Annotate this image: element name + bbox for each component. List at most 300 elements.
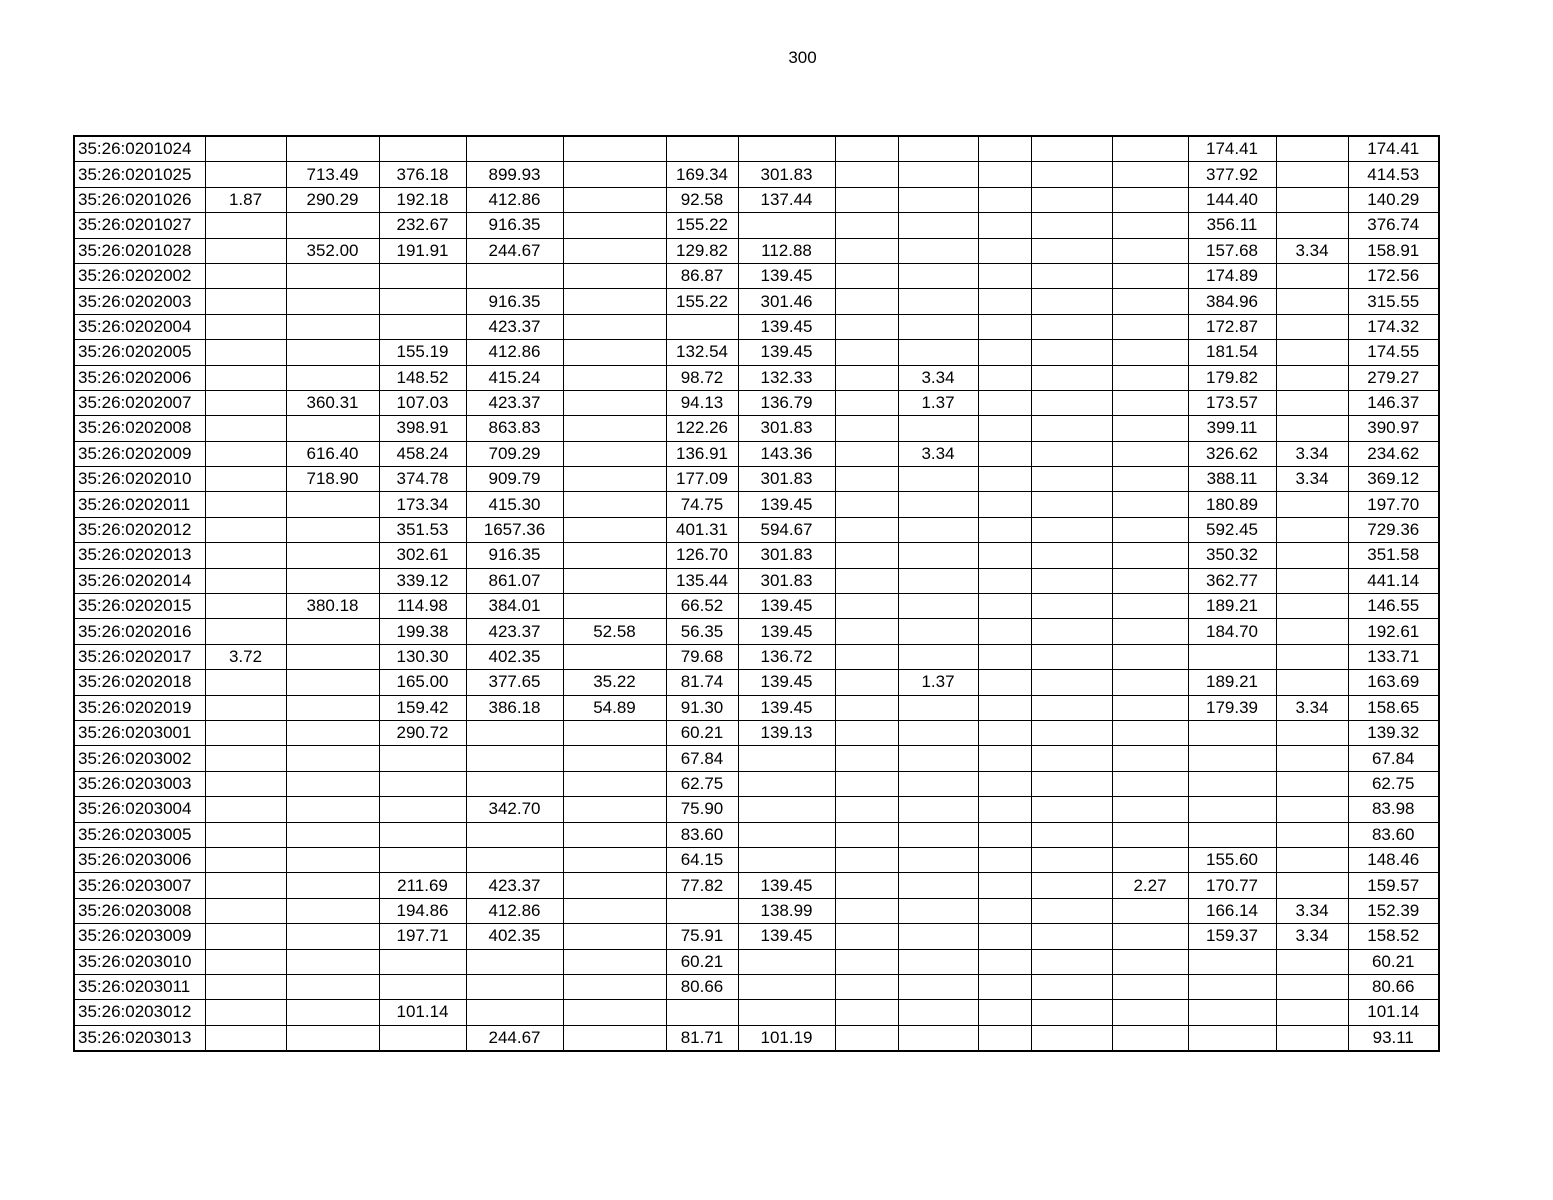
table-cell	[1188, 746, 1276, 771]
table-cell	[1031, 619, 1112, 644]
parcel-id-cell: 35:26:0203011	[74, 974, 205, 999]
table-cell	[1112, 746, 1188, 771]
table-cell	[563, 467, 666, 492]
table-cell	[1112, 720, 1188, 745]
table-cell	[379, 822, 466, 847]
table-cell: 155.19	[379, 340, 466, 365]
table-cell	[1188, 1000, 1276, 1025]
table-cell: 352.00	[286, 238, 379, 263]
table-cell: 302.61	[379, 543, 466, 568]
parcel-id-cell: 35:26:0203005	[74, 822, 205, 847]
table-cell	[1112, 162, 1188, 187]
table-cell: 194.86	[379, 898, 466, 923]
table-cell	[978, 238, 1031, 263]
data-table	[73, 135, 1440, 1052]
table-cell	[286, 924, 379, 949]
table-cell: 126.70	[666, 543, 738, 568]
table-cell: 79.68	[666, 644, 738, 669]
table-row	[74, 314, 1439, 339]
table-cell: 899.93	[466, 162, 563, 187]
table-cell	[978, 340, 1031, 365]
table-cell: 83.60	[1348, 822, 1439, 847]
table-cell	[898, 924, 978, 949]
table-cell	[563, 898, 666, 923]
table-row	[74, 162, 1439, 187]
table-cell: 1657.36	[466, 517, 563, 542]
table-cell	[563, 771, 666, 796]
table-cell: 192.18	[379, 187, 466, 212]
table-cell	[835, 822, 898, 847]
table-cell	[1031, 492, 1112, 517]
table-cell	[835, 390, 898, 415]
table-cell	[978, 263, 1031, 288]
table-cell	[835, 720, 898, 745]
table-cell	[978, 619, 1031, 644]
parcel-id-cell: 35:26:0203009	[74, 924, 205, 949]
table-cell: 94.13	[666, 390, 738, 415]
table-cell: 166.14	[1188, 898, 1276, 923]
table-cell: 423.37	[466, 390, 563, 415]
table-cell	[898, 1025, 978, 1051]
table-cell: 139.45	[738, 873, 835, 898]
table-cell: 3.34	[1276, 898, 1348, 923]
table-row	[74, 492, 1439, 517]
table-cell	[379, 797, 466, 822]
table-cell: 66.52	[666, 594, 738, 619]
table-cell	[1112, 289, 1188, 314]
table-cell	[563, 213, 666, 238]
table-cell: 412.86	[466, 898, 563, 923]
table-cell: 107.03	[379, 390, 466, 415]
table-cell: 301.83	[738, 467, 835, 492]
table-cell: 122.26	[666, 416, 738, 441]
table-row	[74, 543, 1439, 568]
table-cell: 592.45	[1188, 517, 1276, 542]
table-cell: 132.33	[738, 365, 835, 390]
table-cell: 191.91	[379, 238, 466, 263]
parcel-id-cell: 35:26:0202015	[74, 594, 205, 619]
table-cell	[738, 847, 835, 872]
table-cell	[978, 670, 1031, 695]
table-cell	[563, 162, 666, 187]
table-cell	[205, 365, 286, 390]
table-cell: 3.34	[1276, 441, 1348, 466]
parcel-id-cell: 35:26:0202007	[74, 390, 205, 415]
table-cell: 155.22	[666, 289, 738, 314]
table-cell	[1276, 568, 1348, 593]
table-cell	[205, 1025, 286, 1051]
table-cell	[1112, 898, 1188, 923]
table-cell: 144.40	[1188, 187, 1276, 212]
table-cell	[1031, 695, 1112, 720]
table-cell: 290.29	[286, 187, 379, 212]
table-cell: 377.65	[466, 670, 563, 695]
table-cell: 412.86	[466, 187, 563, 212]
table-row	[74, 695, 1439, 720]
table-cell	[1276, 289, 1348, 314]
table-cell: 179.82	[1188, 365, 1276, 390]
table-cell	[978, 695, 1031, 720]
table-cell: 377.92	[1188, 162, 1276, 187]
table-cell: 315.55	[1348, 289, 1439, 314]
table-cell	[466, 746, 563, 771]
table-cell: 362.77	[1188, 568, 1276, 593]
table-cell: 159.57	[1348, 873, 1439, 898]
table-cell: 56.35	[666, 619, 738, 644]
table-cell	[978, 390, 1031, 415]
table-cell: 374.78	[379, 467, 466, 492]
table-cell: 388.11	[1188, 467, 1276, 492]
table-cell	[835, 1000, 898, 1025]
table-cell: 279.27	[1348, 365, 1439, 390]
table-cell: 139.45	[738, 263, 835, 288]
table-cell	[1276, 543, 1348, 568]
table-cell: 234.62	[1348, 441, 1439, 466]
table-cell: 92.58	[666, 187, 738, 212]
table-cell: 67.84	[1348, 746, 1439, 771]
table-cell	[1031, 517, 1112, 542]
table-cell	[205, 746, 286, 771]
table-cell	[835, 238, 898, 263]
parcel-id-cell: 35:26:0202002	[74, 263, 205, 288]
table-cell	[1112, 1025, 1188, 1051]
table-cell	[379, 771, 466, 796]
table-cell: 60.21	[666, 949, 738, 974]
table-cell: 81.71	[666, 1025, 738, 1051]
table-cell	[898, 720, 978, 745]
table-cell: 709.29	[466, 441, 563, 466]
table-cell	[563, 365, 666, 390]
table-cell: 399.11	[1188, 416, 1276, 441]
table-cell: 136.72	[738, 644, 835, 669]
table-cell	[738, 1000, 835, 1025]
table-cell	[1031, 1000, 1112, 1025]
table-cell: 172.87	[1188, 314, 1276, 339]
table-cell: 139.13	[738, 720, 835, 745]
table-cell	[1188, 822, 1276, 847]
table-cell: 301.83	[738, 162, 835, 187]
table-cell	[898, 263, 978, 288]
table-cell	[1112, 974, 1188, 999]
parcel-id-cell: 35:26:0202004	[74, 314, 205, 339]
table-cell	[1031, 390, 1112, 415]
table-row	[74, 1025, 1439, 1051]
table-cell	[1031, 289, 1112, 314]
table-cell	[1276, 365, 1348, 390]
table-cell	[1112, 847, 1188, 872]
table-cell	[563, 924, 666, 949]
table-row	[74, 619, 1439, 644]
table-cell: 861.07	[466, 568, 563, 593]
table-cell	[835, 746, 898, 771]
table-cell: 2.27	[1112, 873, 1188, 898]
parcel-id-cell: 35:26:0203001	[74, 720, 205, 745]
table-cell: 155.22	[666, 213, 738, 238]
table-cell: 181.54	[1188, 340, 1276, 365]
table-cell: 101.14	[379, 1000, 466, 1025]
table-cell	[1276, 949, 1348, 974]
table-cell	[978, 213, 1031, 238]
table-cell: 174.32	[1348, 314, 1439, 339]
table-cell: 3.34	[898, 365, 978, 390]
table-cell	[835, 949, 898, 974]
table-cell	[978, 289, 1031, 314]
table-cell	[1031, 136, 1112, 162]
table-cell	[1276, 162, 1348, 187]
table-cell	[978, 771, 1031, 796]
table-cell	[898, 594, 978, 619]
table-cell	[738, 213, 835, 238]
table-cell	[1112, 670, 1188, 695]
table-cell	[1112, 263, 1188, 288]
table-cell	[898, 517, 978, 542]
table-cell	[379, 1025, 466, 1051]
table-cell: 136.91	[666, 441, 738, 466]
table-cell	[1276, 746, 1348, 771]
parcel-id-cell: 35:26:0201024	[74, 136, 205, 162]
table-cell: 179.39	[1188, 695, 1276, 720]
table-cell	[1031, 238, 1112, 263]
table-cell: 139.45	[738, 924, 835, 949]
table-cell: 155.60	[1188, 847, 1276, 872]
table-cell: 415.24	[466, 365, 563, 390]
table-cell	[835, 695, 898, 720]
table-cell	[898, 289, 978, 314]
table-cell	[898, 238, 978, 263]
table-cell: 180.89	[1188, 492, 1276, 517]
table-cell	[898, 822, 978, 847]
parcel-id-cell: 35:26:0202010	[74, 467, 205, 492]
table-cell: 148.46	[1348, 847, 1439, 872]
table-cell	[1112, 340, 1188, 365]
table-cell	[563, 847, 666, 872]
table-cell: 135.44	[666, 568, 738, 593]
table-cell	[835, 619, 898, 644]
parcel-id-cell: 35:26:0203006	[74, 847, 205, 872]
table-cell	[286, 949, 379, 974]
parcel-id-cell: 35:26:0202005	[74, 340, 205, 365]
table-cell: 390.97	[1348, 416, 1439, 441]
table-cell	[1112, 543, 1188, 568]
table-cell: 169.34	[666, 162, 738, 187]
table-cell: 129.82	[666, 238, 738, 263]
table-cell	[205, 136, 286, 162]
table-cell: 415.30	[466, 492, 563, 517]
table-cell	[1188, 949, 1276, 974]
table-cell	[666, 136, 738, 162]
table-cell: 189.21	[1188, 670, 1276, 695]
table-cell	[835, 924, 898, 949]
table-cell	[563, 289, 666, 314]
table-cell	[205, 517, 286, 542]
table-cell	[835, 314, 898, 339]
table-cell	[379, 263, 466, 288]
table-cell	[1031, 746, 1112, 771]
table-cell	[1031, 187, 1112, 212]
table-cell	[1276, 492, 1348, 517]
table-cell	[978, 492, 1031, 517]
table-cell	[286, 365, 379, 390]
table-cell	[1112, 949, 1188, 974]
table-cell	[563, 517, 666, 542]
table-cell	[1031, 670, 1112, 695]
table-cell	[898, 898, 978, 923]
table-cell	[835, 594, 898, 619]
table-cell: 60.21	[666, 720, 738, 745]
table-cell: 74.75	[666, 492, 738, 517]
table-cell: 165.00	[379, 670, 466, 695]
parcel-id-cell: 35:26:0201028	[74, 238, 205, 263]
table-cell	[286, 416, 379, 441]
table-cell	[1031, 441, 1112, 466]
table-cell: 916.35	[466, 289, 563, 314]
table-cell	[1276, 390, 1348, 415]
table-cell	[978, 898, 1031, 923]
table-cell	[978, 136, 1031, 162]
table-cell	[1188, 771, 1276, 796]
table-cell: 3.34	[898, 441, 978, 466]
parcel-id-cell: 35:26:0201025	[74, 162, 205, 187]
table-cell	[835, 1025, 898, 1051]
table-cell	[205, 390, 286, 415]
table-cell	[978, 644, 1031, 669]
table-cell	[666, 898, 738, 923]
table-cell: 98.72	[666, 365, 738, 390]
table-cell: 718.90	[286, 467, 379, 492]
table-cell	[978, 365, 1031, 390]
table-cell: 80.66	[1348, 974, 1439, 999]
parcel-id-cell: 35:26:0203004	[74, 797, 205, 822]
table-cell	[286, 746, 379, 771]
table-cell	[1031, 568, 1112, 593]
table-cell	[738, 822, 835, 847]
table-cell	[1112, 136, 1188, 162]
table-cell: 139.45	[738, 695, 835, 720]
table-cell	[563, 746, 666, 771]
table-cell	[1276, 340, 1348, 365]
table-cell	[978, 543, 1031, 568]
table-cell	[286, 289, 379, 314]
table-cell: 83.60	[666, 822, 738, 847]
table-cell	[1112, 213, 1188, 238]
table-cell	[1276, 644, 1348, 669]
table-cell	[898, 314, 978, 339]
parcel-id-cell: 35:26:0202011	[74, 492, 205, 517]
table-cell	[835, 136, 898, 162]
table-cell	[205, 289, 286, 314]
table-cell	[1276, 974, 1348, 999]
table-cell: 174.89	[1188, 263, 1276, 288]
table-row	[74, 213, 1439, 238]
table-cell	[466, 263, 563, 288]
table-cell	[835, 187, 898, 212]
table-cell: 232.67	[379, 213, 466, 238]
table-cell: 62.75	[666, 771, 738, 796]
parcel-id-cell: 35:26:0203008	[74, 898, 205, 923]
table-row	[74, 746, 1439, 771]
table-cell	[898, 949, 978, 974]
table-cell	[738, 797, 835, 822]
table-cell: 1.37	[898, 670, 978, 695]
table-cell	[898, 974, 978, 999]
table-cell: 86.87	[666, 263, 738, 288]
table-cell	[379, 136, 466, 162]
parcel-id-cell: 35:26:0201026	[74, 187, 205, 212]
table-cell	[286, 136, 379, 162]
table-cell: 192.61	[1348, 619, 1439, 644]
table-row	[74, 1000, 1439, 1025]
table-cell	[286, 847, 379, 872]
table-cell	[978, 416, 1031, 441]
table-row	[74, 365, 1439, 390]
table-cell: 3.34	[1276, 695, 1348, 720]
table-cell: 173.57	[1188, 390, 1276, 415]
table-cell	[379, 314, 466, 339]
table-cell	[1112, 619, 1188, 644]
table-cell: 301.83	[738, 568, 835, 593]
table-cell	[898, 797, 978, 822]
table-cell	[205, 873, 286, 898]
table-cell	[978, 441, 1031, 466]
table-cell	[898, 644, 978, 669]
table-cell	[563, 238, 666, 263]
table-cell	[205, 162, 286, 187]
table-cell	[1031, 949, 1112, 974]
table-cell	[1276, 670, 1348, 695]
table-cell: 174.55	[1348, 340, 1439, 365]
table-cell	[1276, 771, 1348, 796]
table-cell: 83.98	[1348, 797, 1439, 822]
table-cell	[563, 1000, 666, 1025]
table-cell	[1031, 924, 1112, 949]
table-cell	[466, 822, 563, 847]
table-cell	[1112, 797, 1188, 822]
table-cell	[1112, 594, 1188, 619]
table-cell	[1031, 162, 1112, 187]
table-cell	[205, 771, 286, 796]
table-cell: 152.39	[1348, 898, 1439, 923]
table-cell	[1276, 187, 1348, 212]
table-cell: 916.35	[466, 543, 563, 568]
table-cell	[1276, 1000, 1348, 1025]
table-row	[74, 720, 1439, 745]
table-cell: 3.34	[1276, 238, 1348, 263]
table-cell	[466, 847, 563, 872]
table-cell: 35.22	[563, 670, 666, 695]
table-row	[74, 822, 1439, 847]
table-cell: 301.83	[738, 416, 835, 441]
table-cell: 158.91	[1348, 238, 1439, 263]
table-cell	[1112, 822, 1188, 847]
table-cell	[1188, 797, 1276, 822]
table-cell	[563, 974, 666, 999]
table-cell: 138.99	[738, 898, 835, 923]
table-row	[74, 974, 1439, 999]
table-cell	[1031, 974, 1112, 999]
table-cell: 173.34	[379, 492, 466, 517]
table-cell	[898, 695, 978, 720]
table-cell	[563, 136, 666, 162]
table-cell	[835, 873, 898, 898]
table-cell: 163.69	[1348, 670, 1439, 695]
table-cell	[1276, 847, 1348, 872]
table-row	[74, 238, 1439, 263]
table-row	[74, 847, 1439, 872]
table-cell	[898, 162, 978, 187]
table-cell	[898, 568, 978, 593]
table-cell	[978, 974, 1031, 999]
table-cell	[1031, 594, 1112, 619]
